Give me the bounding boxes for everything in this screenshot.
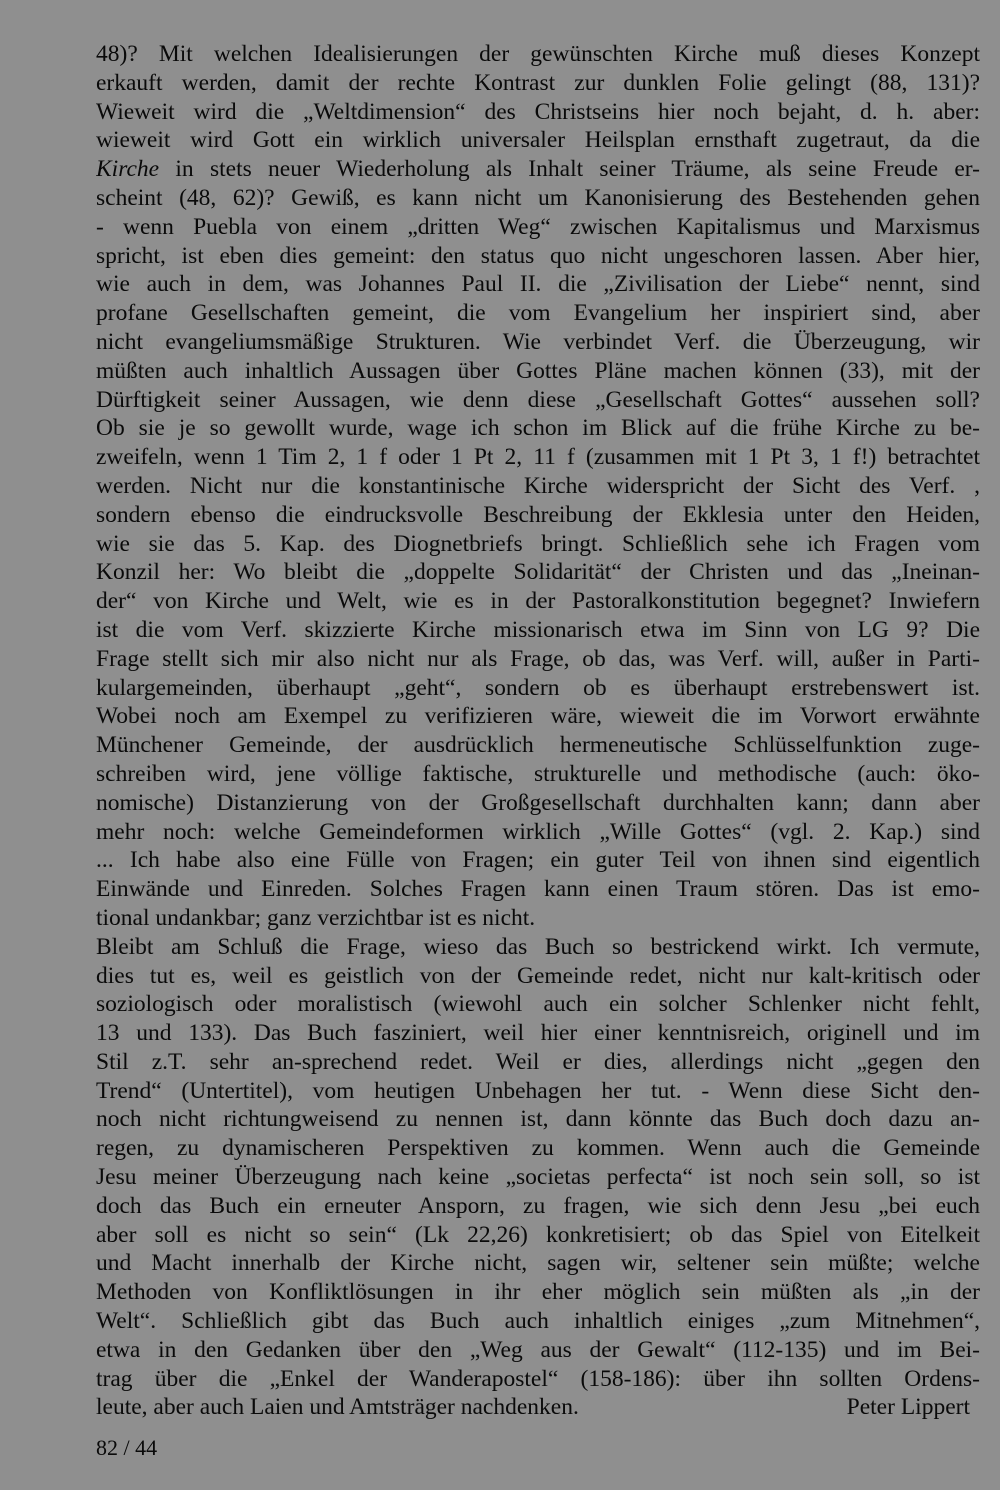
text-line: Frage stellt sich mir also nicht nur als Frage, ob das, was Verf. will, außer in Parti- (96, 645, 980, 672)
author-signature: Peter Lippert (846, 1394, 970, 1421)
text-line: der“ von Kirche und Welt, wie es in der Pastoralkonstitution begegnet? Inwiefern (96, 588, 980, 615)
text-line: dies tut es, weil es geistlich von der Gemeinde redet, nicht nur kalt-kritisch oder (96, 962, 980, 989)
text-line: und Macht innerhalb der Kirche nicht, sagen wir, seltener sein müßte; welche (96, 1250, 980, 1277)
text-line: erkauft werden, damit der rechte Kontrast zur dunklen Folie gelingt (88, 131)? (96, 69, 980, 96)
text-line: Bleibt am Schluß die Frage, wieso das Buch so bestrickend wirkt. Ich vermute, (96, 933, 980, 960)
text-line: sondern ebenso die eindrucksvolle Beschreibung der Ekklesia unter den Heiden, (96, 501, 980, 528)
text-line: Konzil her: Wo bleibt die „doppelte Solidarität“ der Christen und das „Ineinan- (96, 559, 980, 586)
text-line: kulargemeinden, überhaupt „geht“, sondern ob es überhaupt erstrebenswert ist. (96, 674, 980, 701)
text-line: Ob sie je so gewollt wurde, wage ich schon im Blick auf die frühe Kirche zu be- (96, 415, 980, 442)
text-line: tional undankbar; ganz verzichtbar ist es nicht. (96, 904, 536, 931)
text-line: doch das Buch ein erneuter Ansporn, zu fragen, wie sich denn Jesu „bei euch (96, 1192, 980, 1219)
text-line: trag über die „Enkel der Wanderapostel“ (158-186): über ihn sollten Ordens- (96, 1365, 980, 1392)
final-line (96, 1393, 980, 1422)
text-line: Münchener Gemeinde, der ausdrücklich hermeneutische Schlüsselfunktion zuge- (96, 732, 980, 759)
text-line: regen, zu dynamischeren Perspektiven zu kommen. Wenn auch die Gemeinde (96, 1135, 980, 1162)
text-line: Stil z.T. sehr an-sprechend redet. Weil er dies, allerdings nicht „gegen den (96, 1048, 980, 1075)
text-line: profane Gesellschaften gemeint, die vom Evangelium her inspiriert sind, aber (96, 300, 980, 327)
paragraph-2 (96, 933, 980, 1423)
text-line: aber soll es nicht so sein“ (Lk 22,26) konkretisiert; ob das Spiel von Eitelkeit (96, 1221, 980, 1248)
text-line: Welt“. Schließlich gibt das Buch auch inhaltlich einiges „zum Mitnehmen“, (96, 1308, 980, 1335)
text-line: Kirche in stets neuer Wiederholung als Inhalt seiner Träume, als seine Freude er- (96, 156, 980, 183)
text-line: Wobei noch am Exempel zu verifizieren wäre, wieweit die im Vorwort erwähnte (96, 703, 980, 730)
text-line: mehr noch: welche Gemeindeformen wirklich „Wille Gottes“ (vgl. 2. Kap.) sind (96, 818, 980, 845)
text-line: soziologisch oder moralistisch (wiewohl auch ein solcher Schlenker nicht fehlt, (96, 991, 980, 1018)
page-number: 82 / 44 (96, 1435, 158, 1460)
text-line: wie sie das 5. Kap. des Diognetbriefs bringt. Schließlich sehe ich Fragen vom (96, 530, 980, 557)
text-line: ... Ich habe also eine Fülle von Fragen; ein guter Teil von ihnen sind eigentlich (96, 847, 980, 874)
review-text (96, 40, 980, 1422)
text-line: noch nicht richtungweisend zu nennen ist, dann könnte das Buch doch dazu an- (96, 1106, 980, 1133)
text-line: Trend“ (Untertitel), vom heutigen Unbehagen her tut. - Wenn diese Sicht den- (96, 1077, 980, 1104)
text-line: Einwände und Einreden. Solches Fragen kann einen Traum stören. Das ist emo- (96, 876, 980, 903)
text-line: Jesu meiner Überzeugung nach keine „societas perfecta“ ist noch sein soll, so ist (96, 1164, 980, 1191)
text-line: scheint (48, 62)? Gewiß, es kann nicht um Kanonisierung des Bestehenden gehen (96, 184, 980, 211)
text-line: wieweit wird Gott ein wirklich universaler Heilsplan ernsthaft zugetraut, da die (96, 127, 980, 154)
text-line: zweifeln, wenn 1 Tim 2, 1 f oder 1 Pt 2, 11 f (zusammen mit 1 Pt 3, 1 f!) betrachtet (96, 444, 980, 471)
text-line: schreiben wird, jene völlige faktische, strukturelle und methodische (auch: öko- (96, 760, 980, 787)
text-line: leute, aber auch Laien und Amtsträger nachdenken. (96, 1394, 579, 1421)
emphasized-word: Kirche (96, 156, 160, 183)
text-line: Wieweit wird die „Weltdimension“ des Christseins hier noch bejaht, d. h. aber: (96, 98, 980, 125)
text-line: werden. Nicht nur die konstantinische Kirche widerspricht der Sicht des Verf. , (96, 472, 980, 499)
text-line: Dürftigkeit seiner Aussagen, wie denn diese „Gesellschaft Gottes“ aussehen soll? (96, 386, 980, 413)
text-line: wie auch in dem, was Johannes Paul II. die „Zivilisation der Liebe“ nennt, sind (96, 271, 980, 298)
text-line: etwa in den Gedanken über den „Weg aus der Gewalt“ (112-135) und im Bei- (96, 1336, 980, 1363)
text-line: spricht, ist eben dies gemeint: den status quo nicht ungeschoren lassen. Aber hier, (96, 242, 980, 269)
text-line: nomische) Distanzierung von der Großgesellschaft durchhalten kann; dann aber (96, 789, 980, 816)
text-line: nicht evangeliumsmäßige Strukturen. Wie verbindet Verf. die Überzeugung, wir (96, 328, 980, 355)
text-line: müßten auch inhaltlich Aussagen über Gottes Pläne machen können (33), mit der (96, 357, 980, 384)
text-line: Methoden von Konfliktlösungen in ihr eher möglich sein müßten als „in der (96, 1279, 980, 1306)
text-line: 13 und 133). Das Buch fasziniert, weil hier einer kenntnisreich, originell und im (96, 1020, 980, 1047)
paragraph-1 (96, 40, 980, 933)
text-line: ist die vom Verf. skizzierte Kirche missionarisch etwa im Sinn von LG 9? Die (96, 616, 980, 643)
text-line: - wenn Puebla von einem „dritten Weg“ zwischen Kapitalismus und Marxismus (96, 213, 980, 240)
text-line: 48)? Mit welchen Idealisierungen der gewünschten Kirche muß dieses Konzept (96, 41, 980, 67)
